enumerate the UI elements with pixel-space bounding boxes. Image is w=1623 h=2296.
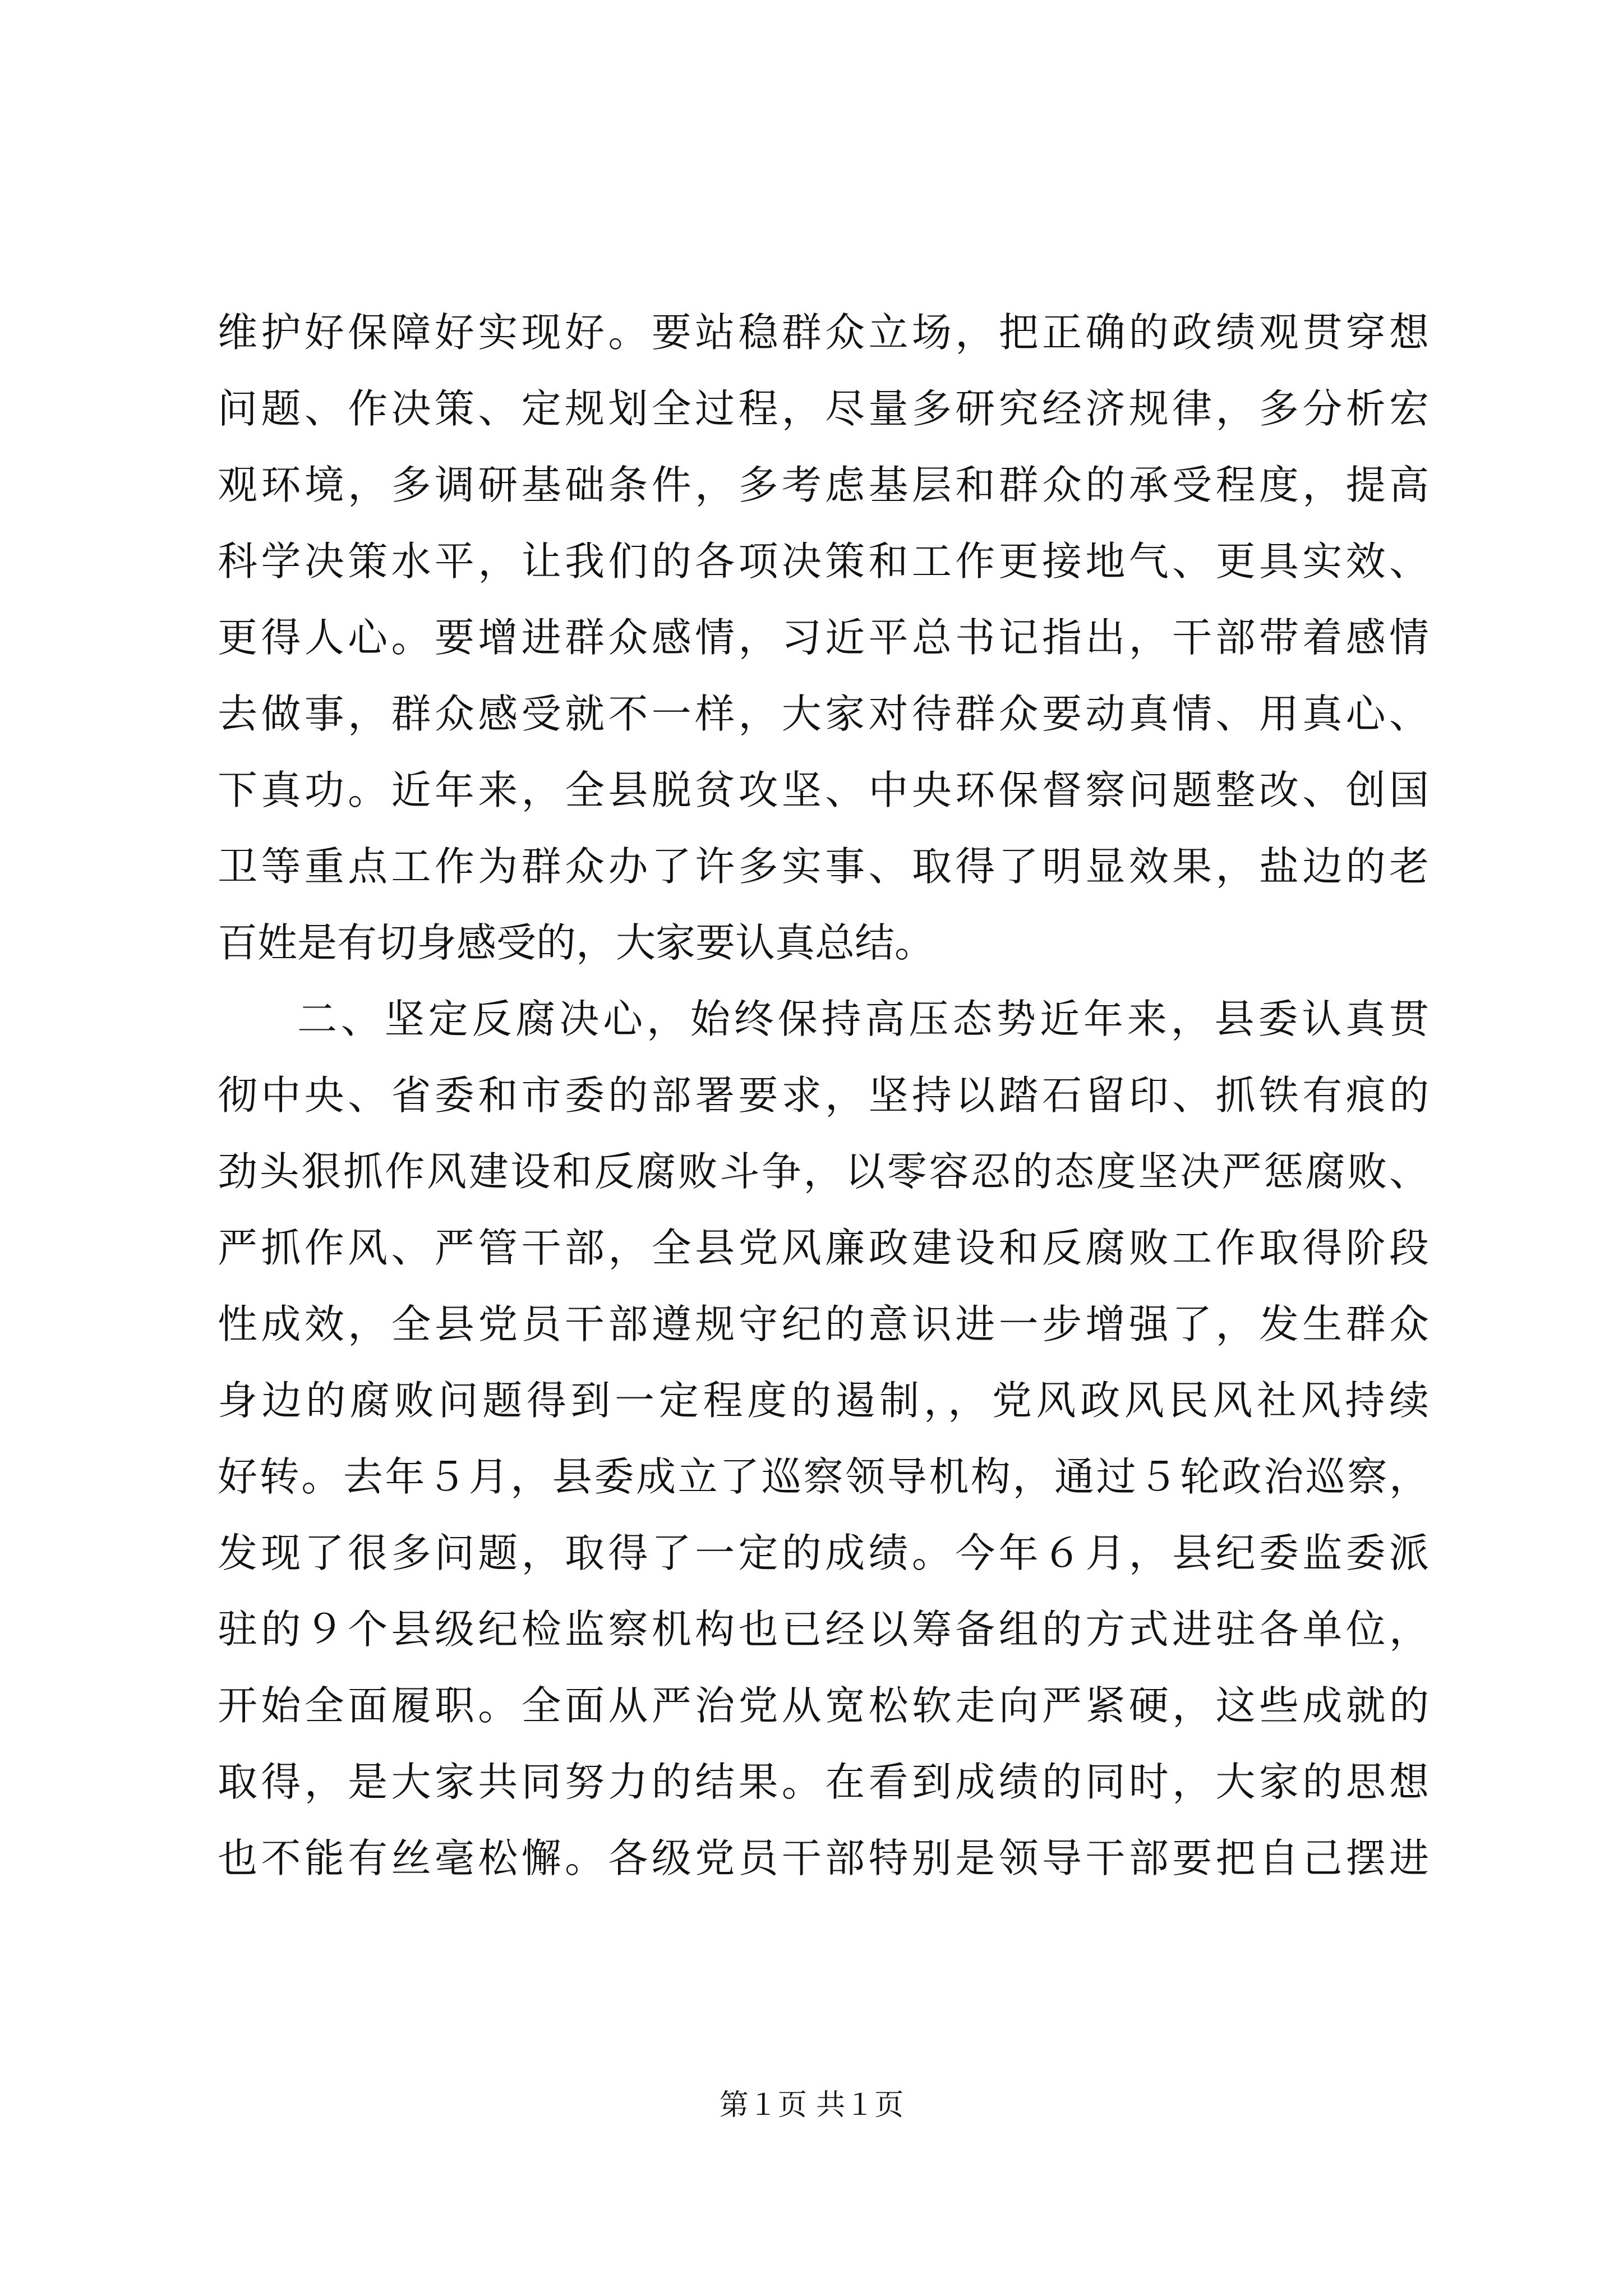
page-number-label: 第１页 共１页 — [719, 2088, 904, 2122]
text-line: 发现了很多问题，取得了一定的成绩。今年６月，县纪委监委派 — [218, 1530, 1429, 1576]
text-line: 更得人心。要增进群众感情，习近平总书记指出，干部带着感情 — [218, 614, 1429, 661]
text-line: 身边的腐败问题得到一定程度的遏制，，党风政风民风社风持续 — [218, 1377, 1429, 1424]
page-footer — [0, 2086, 1623, 2125]
text-line: 科学决策水平，让我们的各项决策和工作更接地气、更具实效、 — [218, 538, 1429, 585]
text-line: 驻的９个县级纪检监察机构也已经以筹备组的方式进驻各单位， — [218, 1606, 1429, 1653]
text-line: 去做事，群众感受就不一样，大家对待群众要动真情、用真心、 — [218, 691, 1429, 737]
text-line: 好转。去年５月，县委成立了巡察领导机构，通过５轮政治巡察， — [218, 1453, 1429, 1500]
text-line: 取得，是大家共同努力的结果。在看到成绩的同时，大家的思想 — [218, 1759, 1429, 1805]
text-line: 百姓是有切身感受的，大家要认真总结。 — [218, 919, 935, 966]
text-line: 彻中央、省委和市委的部署要求，坚持以踏石留印、抓铁有痕的 — [218, 1072, 1429, 1119]
text-line: 严抓作风、严管干部，全县党风廉政建设和反腐败工作取得阶段 — [218, 1225, 1429, 1271]
text-line: 问题、作决策、定规划全过程，尽量多研究经济规律，多分析宏 — [218, 385, 1429, 432]
section-heading-line: 二、坚定反腐决心，始终保持高压态势近年来，县委认真贯 — [297, 996, 1429, 1042]
text-line: 开始全面履职。全面从严治党从宽松软走向严紧硬，这些成就的 — [218, 1682, 1429, 1729]
text-line: 观环境，多调研基础条件，多考虑基层和群众的承受程度，提高 — [218, 462, 1429, 508]
text-line: 下真功。近年来，全县脱贫攻坚、中央环保督察问题整改、创国 — [218, 767, 1429, 813]
text-line: 性成效，全县党员干部遵规守纪的意识进一步增强了，发生群众 — [218, 1301, 1429, 1347]
text-line: 劲头狠抓作风建设和反腐败斗争，以零容忍的态度坚决严惩腐败、 — [218, 1148, 1429, 1195]
text-line: 也不能有丝毫松懈。各级党员干部特别是领导干部要把自己摆进 — [218, 1835, 1429, 1881]
text-line: 维护好保障好实现好。要站稳群众立场，把正确的政绩观贯穿想 — [218, 309, 1429, 356]
document-body — [218, 295, 1429, 1897]
text-line: 卫等重点工作为群众办了许多实事、取得了明显效果，盐边的老 — [218, 843, 1429, 890]
